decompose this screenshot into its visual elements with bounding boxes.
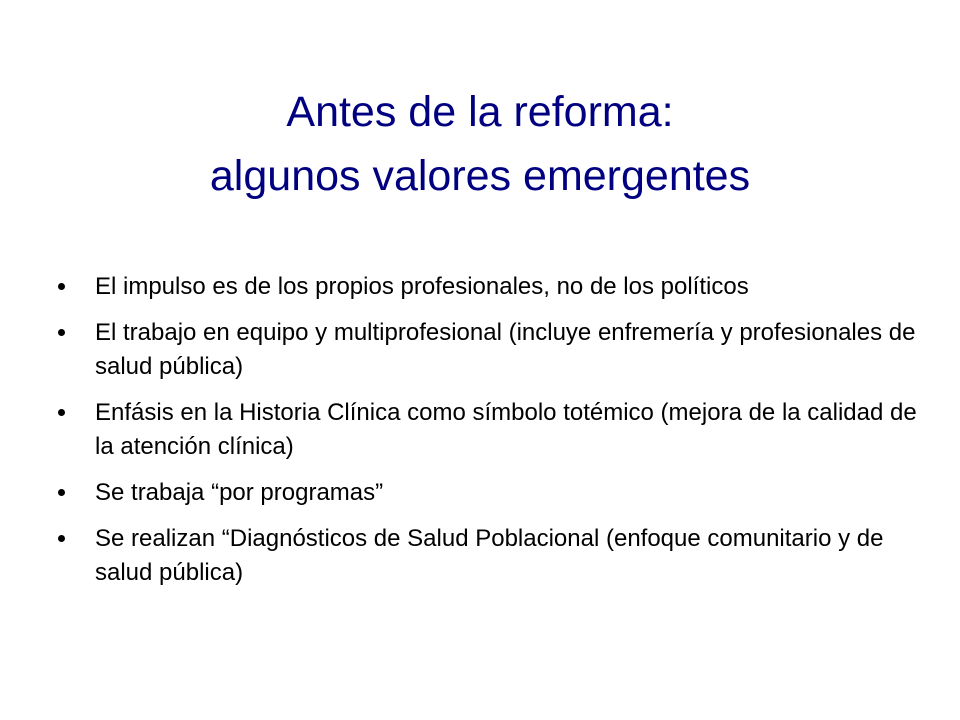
bullet-item (58, 476, 928, 510)
bullet-item (58, 270, 928, 304)
bullet-item (58, 316, 928, 384)
bullet-text: Se trabaja “por programas” (95, 479, 384, 506)
bullet-text: Se realizan “Diagnósticos de Salud Poblacional (enfoque comunitario y de salud pública) (95, 525, 884, 586)
bullet-dot-icon (58, 283, 65, 290)
slide-title-line-1: Antes de la reforma: (286, 88, 674, 136)
bullet-item (58, 396, 928, 464)
bullet-dot-icon (58, 535, 65, 542)
bullet-item (58, 522, 928, 590)
bullet-text: El impulso es de los propios profesionales, no de los políticos (95, 273, 749, 300)
slide-title (60, 80, 900, 208)
bullet-text: El trabajo en equipo y multiprofesional (incluye enfremería y profesionales de salud pública) (95, 319, 916, 380)
bullet-text: Enfásis en la Historia Clínica como símbolo totémico (mejora de la calidad de la atención clínica) (95, 399, 917, 460)
slide-title-line-2: algunos valores emergentes (209, 152, 751, 200)
bullet-dot-icon (58, 489, 65, 496)
bullet-dot-icon (58, 409, 65, 416)
bullet-list (58, 270, 928, 602)
bullet-dot-icon (58, 329, 65, 336)
